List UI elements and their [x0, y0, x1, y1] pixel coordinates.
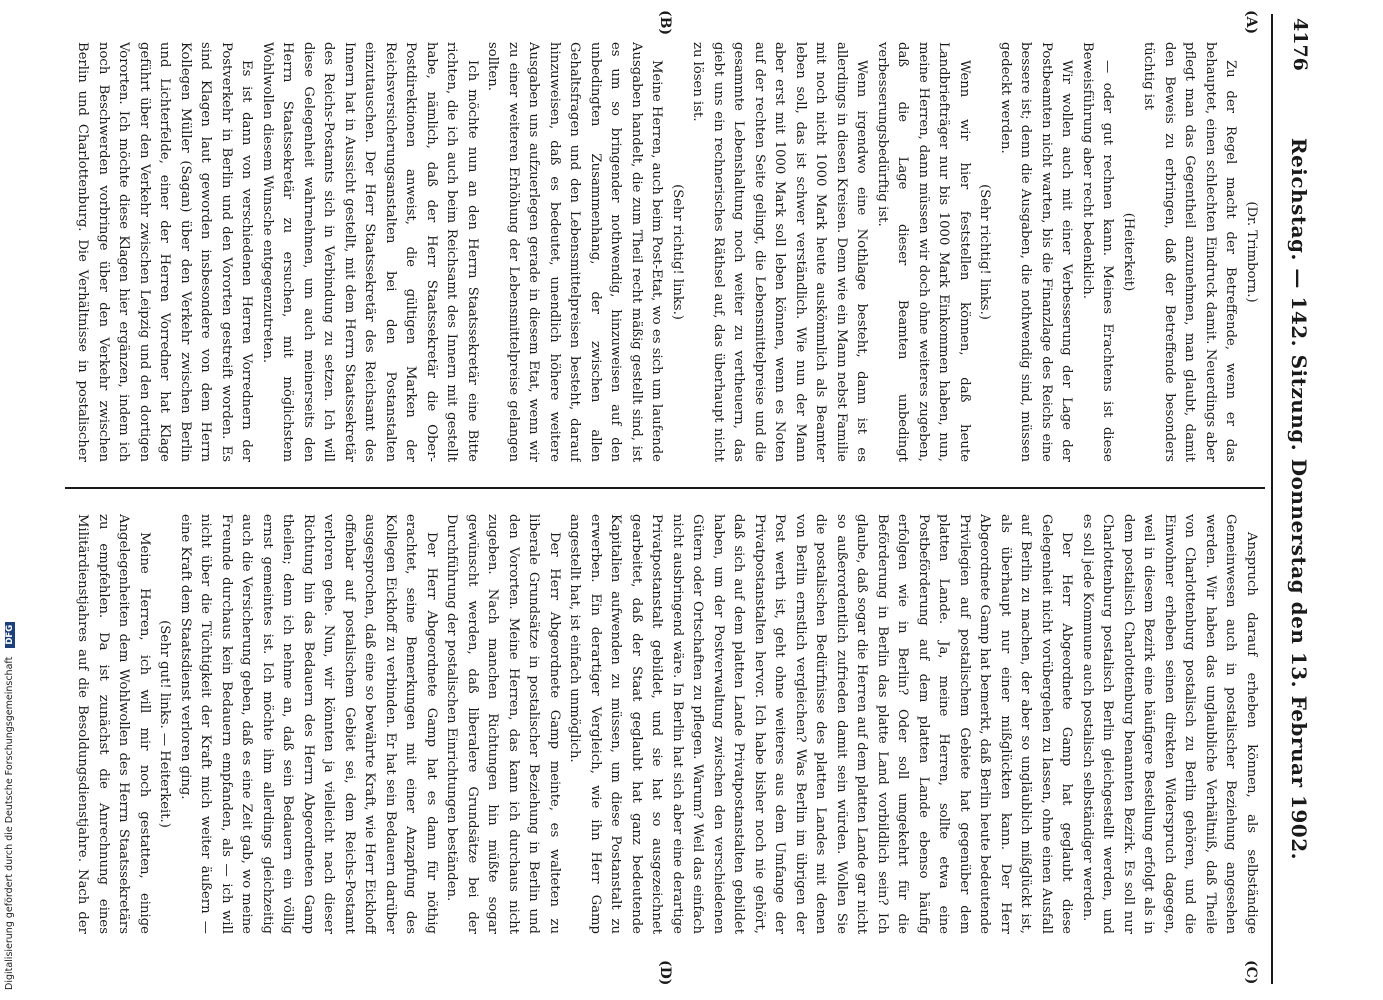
paragraph: — oder gut rechnen kann. Meines Erachtens ist diese Beweisführung aber recht bedenklich.	[1080, 42, 1116, 462]
page-header	[1271, 14, 1317, 984]
paragraph: Der Herr Abgeordnete Gamp hat geglaubt diese Gelegenheit nicht vorübergehen zu lassen, ohne einen Ausfall auf Berlin zu machen, der aber so ungläublich mißglückt ist, als überhaupt nur einer mißglückten kann. Der Herr Abgeordnete Gamp hat bemerkt, daß Berlin heute bedeutende Privilegien auf postalischem Gebiete hat gegenüber dem platten Lande. Ja, meine Herren, sollte etwa eine Postbeförderung auf dem platten Lande ebenso häufig erfolgen wie in Berlin? Oder soll umgekehrt für die Beförderung in Berlin das platte Land vorbildlich sein? Ich glaube, daß sogar die Herren auf dem platten Lande gar nicht so außerordentlich zufrieden damit sein würden. Wollen Sie die postalischen Bedürfnisse des platten Landes mit denen von Berlin ernstlich vergleichen? Was Berlin im übrigen der Post werth ist, geht ohne weiteres aus dem Umfange der Privatpostanstalten hervor. Ich habe bisher noch nie gehört, daß sich auf dem platten Lande Privatpostanstalten gebildet haben, um der Postverwaltung zwischen den verschiedenen Gütern oder Ortschaften zu pflegen. Warum? Weil das einfach nicht ausbringend wäre. In Berlin hat sich aber eine derartige Privatpostanstalt gebildet, und sie hat so ausgezeichnet gearbeitet, daß der Staat geglaubt hat ganz bedeutende Kapitalien aufwenden zu müssen, um diese Postanstalt zu erwerben. Ein derartiger Vergleich, wie ihn Herr Gamp angestellt hat, ist einfach unmöglich.	[567, 514, 1075, 934]
interjection: (Sehr richtig! links.)	[977, 184, 993, 320]
interjection: (Sehr gut! links. — Heiterkeit.)	[157, 620, 173, 828]
paragraph: Meine Herren, auch beim Post-Etat, wo es sich um laufende Ausgaben handelt, die zum Theil recht mäßig gestellt sind, ist es um so bringender nothwendig, hinzuweisen auf den unbedingten Zusammenhang, der zwischen allen Gehaltsfragen und den Lebensmittelpreisen besteht, darauf hinzuweisen, daß es bedeutet, unendlich höhere weitere Ausgaben uns aufzuerlegen gerade in diesem Etat, wenn wir zu einer weiteren Erhöhung der Lebensmittelpreise gelangen sollten.	[485, 42, 665, 462]
margin-marker-b: (B)	[657, 10, 673, 36]
interjection: (Sehr richtig! links.)	[670, 184, 685, 320]
paragraph: Meine Herren, ich will mir noch gestatten, einige Angelegenheiten dem Wohlwollen des Herrn Staatssekretärs zu empfehlen. Da ist zunächst die Anrechnung eines Militärdienstjahres auf die Besoldungsdienstjahre. Nach der	[75, 514, 152, 934]
margin-marker-d: (D)	[657, 960, 673, 986]
page-number: 4176	[1289, 18, 1311, 71]
paragraph: Zu der Regel macht der Betreffende, wenn er das behauptet, einen schlechten Eindruck damit. Neuerdings aber pflegt man das Gegentheil anzunehmen, man glaubt, damit den Beweis zu erbringen, daß der Betreffende besonders tüchtig ist	[1141, 42, 1239, 462]
paragraph: Der Herr Abgeordnete Gamp hat es dann für nöthig erachtet, seine Bemerkungen mit einer Anzapfung des Kollegen Eickhoff zu verbinden. Er hat sein Bedauern darüber ausgesprochen, daß eine so bewährte Kraft, wie Herr Eickhoff offenbar auf postalischem Gebiet sei, dem Reichs-Postamt verloren gehe. Nun, wir könnten ja vielleicht nach dieser Richtung hin das Bedauern des Herrn Abgeordneten Gamp theilen; denn ich nehme an, daß sein Bedauern ein völlig ernst gemeintes ist. Ich möchte ihm allerdings gleichzeitig auch die Versicherung geben, daß es eine Zeit gab, wo meine Freunde durchaus kein Bedauern empfanden, als — ich will nicht über die Tüchtigkeit der Kraft mich weiter äußern — eine Kraft dem Staatsdienst verloren ging.	[178, 514, 439, 934]
digitization-credit	[4, 10, 18, 990]
dfg-logo: DFG	[5, 622, 15, 648]
credit-text: Digitalisierung gefördert durch die Deutsche Forschungsgemeinschaft	[4, 656, 15, 990]
column-divider	[65, 487, 1265, 489]
left-column	[71, 42, 1261, 462]
paragraph: Anspruch darauf erheben können, als selbständige Gemeinwesen auch in postalischer Beziehung angesehen werden. Wir haben das unglaubliche Verhältniß, daß Theile von Charlottenburg postalisch zu Berlin gehören, und die Einwohner erheben seinen direkten Widerspruch dagegen, weil in diesem Bezirk eine häufigere Bestellung erfolgt als in dem postalisch Charlottenburg benannten Bezirk. Es soll nur Charlottenburg postalisch Berlin gleichgestellt werden, und es soll jede Kommune auch postalisch selbständiger werden.	[1080, 514, 1259, 934]
interjection: (Heiterkeit)	[1121, 212, 1136, 292]
margin-marker-c: (C)	[1243, 960, 1259, 985]
paragraph: Wenn irgendwo eine Nothlage besteht, dann ist es allerdings in diesen Kreisen. Denn wie ein Mann nebst Familie mit noch nicht 1000 Mark heute auskömmlich als Beamter leben soll, das ist schwer verständlich. Wie nun der Mann aber erst mit 1000 Mark soll leben können, wenn es Noten auf der rechten Seite gelingt, die Lebensmittelpreise und die gesammte Lebenshaltung noch weiter zu vertheuern, das giebt uns ein rechnerisches Räthsel auf, das überhaupt nicht zu lösen ist.	[690, 42, 870, 462]
speaker-label: (Dr. Trimborn.)	[1244, 201, 1259, 303]
paragraph: Es ist dann von verschiedenen Herren Vorrednern der Postverkehr in Berlin und den Vororten gestreift worden. Es sind Klagen laut geworden insbesondere von dem Herrn Kollegen Müller (Sagan) über den Verkehr zwischen Berlin und Lichterfelde, einer der Herren Vorredner hat Klage geführt über den Verkehr zwischen Leipzig und den dortigen Vororten. Ich möchte diese Klagen hier ergänzen, indem ich noch Beschwerden vorbringe über den Verkehr zwischen Berlin und Charlottenburg. Die Verhältnisse in postalischer	[75, 42, 255, 462]
paragraph: Wenn wir hier feststellen können, daß heute Landbriefträger nur bis 1000 Mark Einkommen haben, nun, meine Herren, dann müssen wir doch ohne weiteres zugeben, daß die Lage dieser Beamten unbedingt verbesserungsbedürftig ist.	[875, 42, 972, 462]
margin-marker-a: (A)	[1243, 10, 1259, 35]
running-title: Reichstag. — 142. Sitzung. Donnerstag den 13. Februar 1902.	[1287, 137, 1311, 861]
paragraph: Ich möchte nun an den Herrn Staatssekretär eine Bitte richten, die ich auch beim Reichsamt des Innern mit gestellt habe, nämlich, daß der Herr Staatssekretär die Ober-Postdirektionen anweist, die gültigen Marken der Reichsversicherungsanstalten bei den Postanstalten einzutauschen. Der Herr Staatssekretär des Reichsamt des Innern hat in Aussicht gestellt, mit dem Herrn Staatssekretär des Reichs-Postamts sich in Verbindung zu setzen. Ich will diese Gelegenheit wahrnehmen, um auch meinerseits den Herrn Staatssekretär zu ersuchen, mit möglichstem Wohlwollen diesem Wunsche entgegenzutreten.	[260, 42, 480, 462]
right-column	[71, 514, 1261, 934]
paragraph: Wir wollen auch mit einer Verbesserung der Lage der Postbeamten nicht warten, bis die Finanzlage des Reichs eine bessere ist; denn die Ausgaben, die nothwendig sind, müssen gedeckt werden.	[998, 42, 1075, 462]
paragraph: Der Herr Abgeordnete Gamp meinte, es walteten zu liberale Grundsätze in postalischer Beziehung in Berlin und den Vororten. Meine Herren, das kann ich durchaus nicht zugeben. Nach manchen Richtungen hin müßte sogar gewünscht werden, daß liberalere Grundsätze bei der Durchführung der postalischen Einrichtungen beständen.	[444, 514, 562, 934]
